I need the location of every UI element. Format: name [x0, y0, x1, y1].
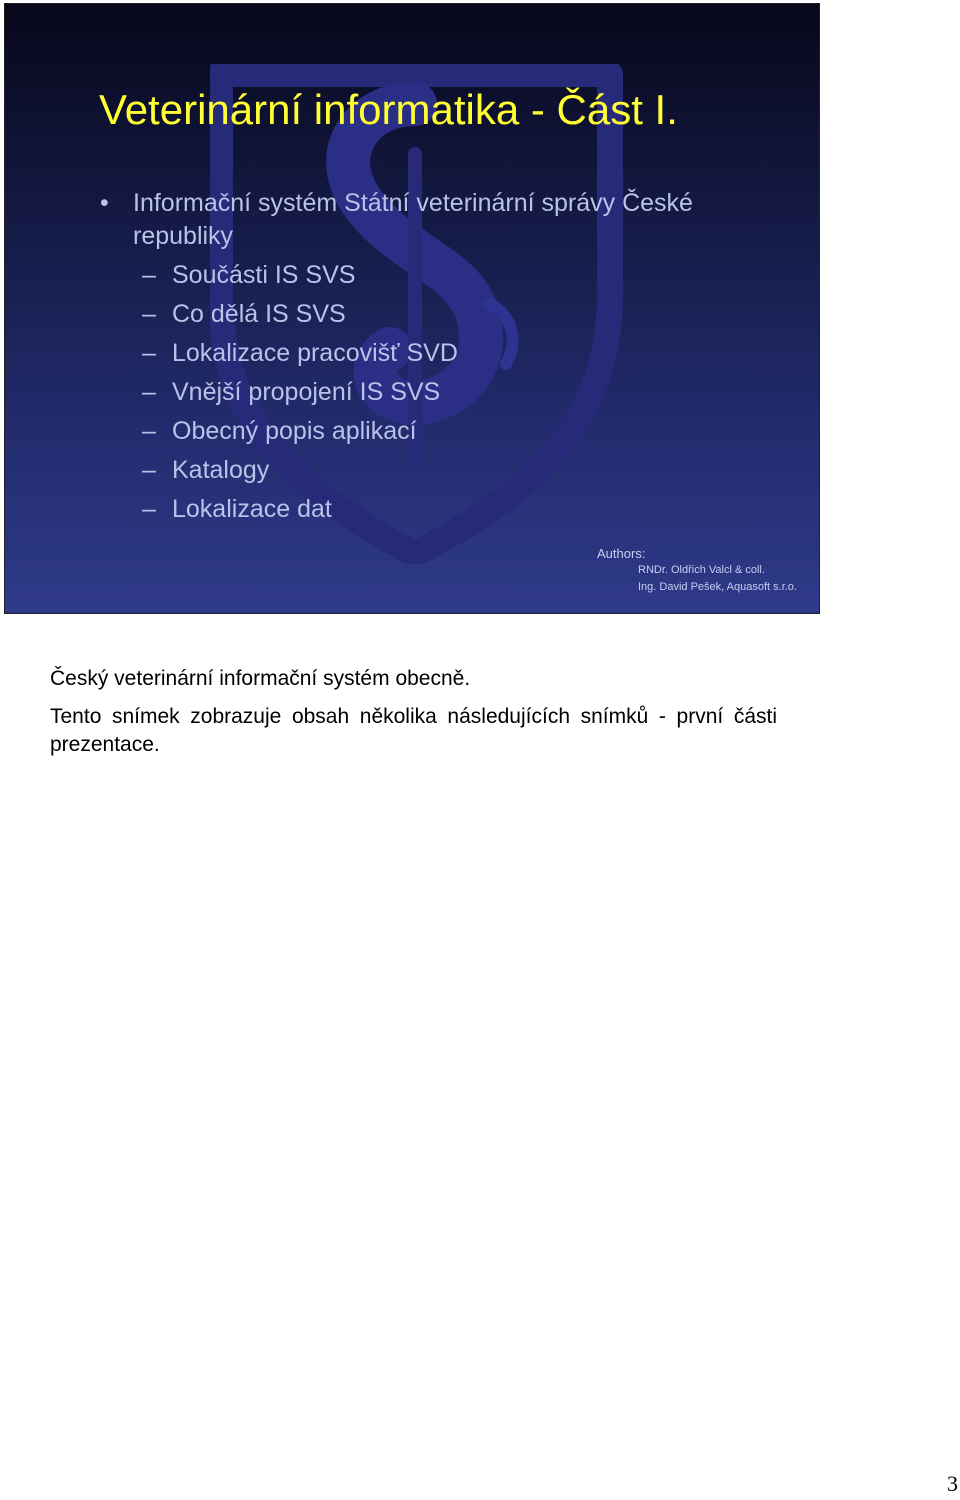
- list-item-label: Co dělá IS SVS: [172, 300, 346, 328]
- list-item: [142, 334, 458, 373]
- slide: [4, 3, 820, 614]
- list-item: [142, 451, 458, 490]
- list-item: [142, 412, 458, 451]
- main-bullet-text: Informační systém Státní veterinární správy České republiky: [133, 189, 693, 250]
- authors-block: [597, 545, 797, 596]
- notes-heading: Český veterinární informační systém obecně.: [50, 667, 471, 690]
- list-item: [142, 256, 458, 295]
- dash-icon: –: [142, 495, 156, 523]
- list-item-label: Součásti IS SVS: [172, 261, 356, 289]
- list-item: [142, 295, 458, 334]
- author-line: Ing. David Pešek, Aquasoft s.r.o.: [638, 581, 797, 593]
- list-item-label: Vnější propojení IS SVS: [172, 378, 441, 406]
- author-line: RNDr. Oldřich Valcl & coll.: [638, 564, 765, 576]
- dash-icon: –: [142, 456, 156, 484]
- bullet-dot-icon: •: [100, 189, 109, 217]
- page-number: 3: [947, 1471, 958, 1496]
- speaker-notes: [50, 666, 777, 759]
- dash-icon: –: [142, 300, 156, 328]
- list-item-label: Lokalizace dat: [172, 495, 332, 523]
- dash-icon: –: [142, 261, 156, 289]
- list-item: [142, 373, 458, 412]
- list-item: [142, 490, 458, 529]
- authors-label: Authors:: [597, 546, 646, 561]
- dash-icon: –: [142, 417, 156, 445]
- subitem-list: [142, 256, 458, 529]
- list-item-label: Lokalizace pracovišť SVD: [172, 339, 458, 367]
- slide-title: Veterinární informatika - Část I.: [99, 86, 678, 133]
- main-bullet: [100, 187, 700, 253]
- list-item-label: Obecný popis aplikací: [172, 417, 417, 445]
- notes-body: Tento snímek zobrazuje obsah několika následujících snímků - první části prezentace.: [50, 705, 777, 756]
- dash-icon: –: [142, 339, 156, 367]
- dash-icon: –: [142, 378, 156, 406]
- list-item-label: Katalogy: [172, 456, 270, 484]
